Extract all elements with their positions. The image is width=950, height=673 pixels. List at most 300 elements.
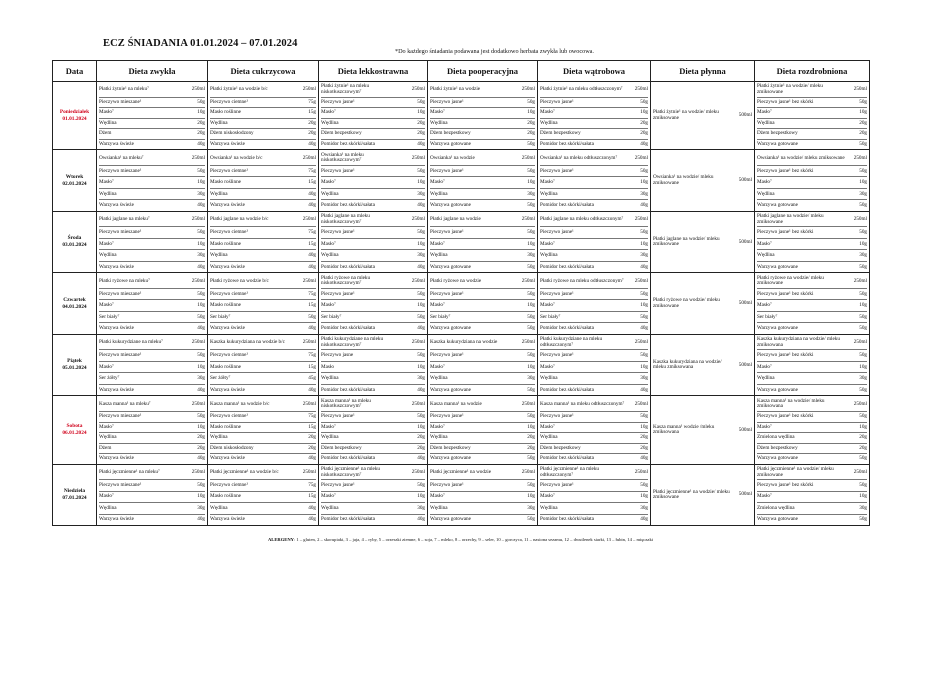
item-quantity: 50g [640,290,648,297]
item-quantity: 40g [308,202,316,209]
menu-item [321,433,425,444]
menu-item [99,503,205,515]
menu-item [757,412,867,423]
item-name: Pieczywo ciemne¹ [210,98,248,105]
item-name: Płatki jęczmienne¹ na mleku niskotłuszczowym⁷ [321,466,381,478]
diet-cell-zwykla [97,150,208,212]
item-quantity: 250ml [634,277,648,284]
item-quantity: 50g [859,325,867,332]
item-quantity: 500ml [738,361,752,368]
diet-cell-cukrzycowa [208,464,319,526]
item-name: Wędlina [321,504,339,511]
day-date: 07.01.2024 [62,495,87,502]
menu-item-list [538,396,650,463]
item-name: Płatki jaglane na wodzie/ mleku zmiksowane [757,213,824,225]
menu-item [99,119,205,130]
menu-item-list [755,150,869,211]
menu-item [210,213,316,228]
item-name: Płatki ryżowe na wodzie/ mleku zmiksowane [757,274,824,287]
menu-item [757,129,867,140]
item-quantity: 50g [640,352,648,359]
menu-item [540,200,648,211]
menu-item [321,108,425,119]
menu-item [321,151,425,166]
item-name: Masło⁷ [540,423,555,430]
item-quantity: 30g [197,190,205,197]
item-quantity: 250ml [191,154,205,161]
item-name: Owsianka¹ na mleku⁷ [99,154,144,161]
item-name: Pieczywo mieszane¹ [99,98,142,105]
item-quantity: 250ml [521,277,535,284]
diet-cell-plynna [651,82,755,150]
item-name: Pieczywo jasne [321,352,354,359]
menu-item [210,336,316,351]
diet-cell-rozdrobniona [755,464,870,526]
item-name: Dżem bezpestkowy [540,444,581,451]
item-name: Pomidor bez skórki/sałata [321,140,375,147]
item-quantity: 10g [640,423,648,430]
item-name: Owsianka¹ na wodzie/ mleku zmiksowane [653,174,714,186]
item-quantity: 50g [527,516,535,523]
item-name: Kasza manna¹ na wodzie b/c [210,400,270,407]
item-quantity: 10g [527,109,535,116]
menu-item [430,289,535,301]
item-name: Masło roślinne [210,423,241,430]
menu-item-list [97,465,207,526]
item-quantity: 20g [859,444,867,451]
menu-item [430,492,535,504]
item-quantity: 50g [640,167,648,174]
item-name: Płatki ryżowe na wodzie b/c [210,277,269,284]
item-name: Dżem niskosłodzony [210,130,254,137]
menu-item [99,480,205,492]
item-name: Masło⁷ [321,240,336,247]
day-cell [53,211,97,273]
item-quantity: 250ml [521,339,535,346]
item-quantity: 50g [527,263,535,270]
menu-item [651,110,754,121]
item-quantity: 50g [527,98,535,105]
menu-item [430,373,535,385]
item-name: Pieczywo mieszane¹ [99,167,142,174]
diet-cell-rozdrobniona [755,273,870,335]
menu-item [210,239,316,251]
item-quantity: 250ml [853,154,867,161]
menu-item [757,480,867,492]
menu-item-list [319,273,427,334]
item-quantity: 10g [197,493,205,500]
item-quantity: 50g [640,413,648,420]
menu-item [321,98,425,109]
item-quantity: 250ml [302,468,316,475]
menu-item [430,177,535,189]
item-quantity: 40g [197,263,205,270]
menu-item [321,515,425,526]
item-quantity: 10g [197,302,205,309]
menu-item [321,189,425,201]
menu-item [210,385,316,396]
menu-item [757,397,867,412]
menu-item [540,423,648,434]
menu-item [430,454,535,464]
item-quantity: 30g [417,375,425,382]
menu-item [540,350,648,362]
menu-item [757,373,867,385]
menu-item-list [755,212,869,273]
item-name: Warzywa świeże [99,386,134,393]
menu-item [651,237,754,248]
item-name: Warzywa świeże [210,202,245,209]
menu-item [99,373,205,385]
item-quantity: 10g [527,363,535,370]
item-quantity: 20g [859,130,867,137]
item-quantity: 10g [527,302,535,309]
menu-item-list [208,335,318,396]
menu-item [430,362,535,374]
menu-item [430,480,535,492]
item-quantity: 10g [640,363,648,370]
item-quantity: 250ml [634,400,648,407]
item-quantity: 50g [417,352,425,359]
day-cell [53,150,97,212]
item-name: Płatki jaglane na wodzie b/c [210,216,269,223]
item-quantity: 50g [197,413,205,420]
item-quantity: 50g [640,313,648,320]
menu-item [430,412,535,423]
item-quantity: 15g [308,493,316,500]
diet-cell-pooperacyjna [428,464,538,526]
item-quantity: 40g [417,386,425,393]
menu-item [540,480,648,492]
item-name: Masło⁷ [99,240,114,247]
item-name: Wędlina [210,434,228,441]
item-name: Płatki jaglane na mleku niskotłuszczowym⁷ [321,213,370,225]
menu-item [321,239,425,251]
diet-cell-watrobowa [538,82,651,150]
day-row [53,334,870,396]
item-quantity: 50g [417,229,425,236]
item-quantity: 250ml [853,468,867,475]
menu-item-list [97,82,207,149]
item-quantity: 40g [308,386,316,393]
menu-item [321,312,425,324]
menu-item-list [755,82,869,149]
item-name: Warzywa świeże [99,202,134,209]
item-quantity: 40g [197,516,205,523]
menu-item [99,323,205,334]
menu-item-list [428,273,537,334]
menu-item [99,289,205,301]
menu-item [99,385,205,396]
menu-body [53,82,870,526]
menu-item [430,312,535,324]
menu-item [430,151,535,166]
item-name: Masło roślinne [210,240,241,247]
day-row [53,464,870,526]
item-name: Dżem bezpestkowy [757,444,798,451]
item-quantity: 40g [417,516,425,523]
header-row [53,61,870,82]
item-name: Pieczywo ciemne¹ [210,290,248,297]
diet-cell-lekkostrawna [319,334,428,396]
item-name: Pieczywo jasne¹ bez skórki [757,352,814,359]
menu-item [99,227,205,239]
item-name: Wędlina [430,252,448,259]
item-quantity: 30g [640,504,648,511]
diet-cell-rozdrobniona [755,211,870,273]
menu-item [540,412,648,423]
menu-item [99,250,205,262]
item-quantity: 10g [527,493,535,500]
menu-item [321,166,425,178]
item-quantity: 50g [197,290,205,297]
menu-item-list [319,150,427,211]
item-name: Pieczywo jasne¹ bez skórki [757,167,814,174]
item-quantity: 40g [308,140,316,147]
item-quantity: 40g [640,202,648,209]
menu-item [99,83,205,98]
item-name: Pieczywo jasne¹ [430,229,464,236]
menu-item [321,289,425,301]
item-quantity: 250ml [302,339,316,346]
item-name: Ser biały⁷ [321,313,342,320]
item-name: Masło⁷ [430,423,445,430]
item-name: Warzywa świeże [99,516,134,523]
item-name: Wędlina [540,190,558,197]
item-name: Ser biały⁷ [540,313,561,320]
menu-item [430,423,535,434]
menu-item [540,373,648,385]
item-name: Owsianka¹ na wodzie b/c [210,154,263,161]
menu-item [540,503,648,515]
item-quantity: 250ml [302,86,316,93]
diet-cell-zwykla [97,464,208,526]
item-quantity: 250ml [521,154,535,161]
menu-item [99,140,205,150]
item-quantity: 250ml [411,400,425,407]
diet-cell-watrobowa [538,396,651,464]
menu-item-list [538,465,650,526]
day-row [53,82,870,150]
menu-item [99,492,205,504]
item-quantity: 20g [640,130,648,137]
item-name: Warzywa świeże [99,325,134,332]
menu-item [757,350,867,362]
menu-item [757,239,867,251]
item-quantity: 20g [527,119,535,126]
item-name: Masło⁷ [99,109,114,116]
item-name: Wędlina [430,375,448,382]
item-name: Dżem bezpestkowy [321,444,362,451]
diet-cell-rozdrobniona [755,150,870,212]
item-quantity: 50g [859,290,867,297]
item-name: Masło⁷ [430,493,445,500]
item-quantity: 250ml [521,400,535,407]
day-name: Piątek [67,358,82,365]
item-quantity: 20g [308,434,316,441]
day-name: Wtorek [65,173,84,180]
menu-item [210,262,316,273]
item-quantity: 250ml [302,400,316,407]
menu-item [99,362,205,374]
item-name: Masło⁷ [757,363,772,370]
menu-item [321,503,425,515]
menu-item [210,323,316,334]
item-quantity: 50g [527,455,535,462]
item-quantity: 10g [640,493,648,500]
item-quantity: 40g [640,516,648,523]
item-name: Pieczywo mieszane¹ [99,352,142,359]
item-name: Wędlina [99,252,117,259]
item-quantity: 15g [308,302,316,309]
item-name: Warzywa świeże [210,325,245,332]
item-name: Masło⁷ [321,423,336,430]
item-quantity: 50g [527,140,535,147]
item-quantity: 10g [197,109,205,116]
item-quantity: 50g [417,98,425,105]
item-quantity: 20g [417,119,425,126]
item-name: Pieczywo jasne¹ [540,98,574,105]
item-name: Płatki jęczmienne¹ na wodzie/ mleku zmiksowane [757,466,834,478]
item-quantity: 20g [527,444,535,451]
menu-item [430,323,535,334]
item-name: Płatki żytnie¹ na wodzie/ mleku zmiksowane [653,109,719,121]
item-quantity: 30g [527,190,535,197]
menu-item [540,108,648,119]
item-name: Pomidor bez skórki/sałata [321,455,375,462]
item-name: Pieczywo ciemne¹ [210,229,248,236]
item-name: Warzywa gotowane [757,386,798,393]
menu-item [540,166,648,178]
menu-item [99,454,205,464]
item-name: Masło roślinne [210,179,241,186]
item-name: Wędlina [321,190,339,197]
item-quantity: 50g [859,455,867,462]
item-quantity: 250ml [302,154,316,161]
item-name: Pieczywo jasne¹ [430,352,464,359]
menu-item [321,200,425,211]
item-quantity: 250ml [191,339,205,346]
item-quantity: 10g [527,179,535,186]
item-quantity: 10g [417,363,425,370]
item-name: Pomidor bez skórki/sałata [540,202,594,209]
item-name: Warzywa świeże [99,263,134,270]
menu-item [430,385,535,396]
item-quantity: 50g [640,229,648,236]
item-quantity: 40g [308,455,316,462]
item-quantity: 250ml [411,154,425,161]
menu-item [321,213,425,228]
diet-cell-pooperacyjna [428,150,538,212]
item-name: Wędlina [210,119,228,126]
item-quantity: 40g [308,263,316,270]
item-quantity: 20g [527,434,535,441]
item-name: Wędlina [430,119,448,126]
item-quantity: 250ml [521,468,535,475]
item-name: Wędlina [99,119,117,126]
item-quantity: 10g [859,302,867,309]
item-name: Ser żółty⁷ [210,375,231,382]
item-quantity: 20g [197,130,205,137]
menu-item-list [755,335,869,396]
item-name: Płatki żytnie¹ na mleku⁷ [99,86,149,93]
day-row [53,150,870,212]
item-name: Wędlina [430,190,448,197]
item-name: Warzywa świeże [210,140,245,147]
item-quantity: 250ml [634,468,648,475]
day-date: 06.01.2024 [62,430,87,437]
item-name: Masło⁷ [757,302,772,309]
item-name: Pomidor bez skórki/sałata [540,140,594,147]
menu-item [321,140,425,150]
item-name: Pieczywo jasne¹ bez skórki [757,481,814,488]
menu-item [430,108,535,119]
menu-item-list [755,396,869,463]
menu-item [540,98,648,109]
diet-cell-cukrzycowa [208,396,319,464]
item-quantity: 500ml [738,112,752,119]
item-name: Wędlina [540,119,558,126]
item-quantity: 45g [308,375,316,382]
item-name: Kasza manna¹ na mleku odtłuszczonym⁷ [540,400,625,407]
item-quantity: 40g [417,263,425,270]
diet-cell-plynna [651,334,755,396]
item-name: Masło⁷ [99,493,114,500]
menu-item [99,108,205,119]
item-name: Pomidor bez skórki/sałata [321,263,375,270]
item-quantity: 50g [859,229,867,236]
item-quantity: 50g [417,290,425,297]
item-name: Płatki jęczmienne¹ na wodzie b/c [210,468,279,475]
header-dieta-zwykla: Dieta zwykła [97,61,208,82]
menu-item [757,323,867,334]
menu-item-list [319,396,427,463]
item-name: Dżem bezpestkowy [540,130,581,137]
item-name: Masło roślinne [210,302,241,309]
day-row [53,396,870,464]
item-name: Płatki jaglane na mleku⁷ [99,216,150,223]
day-date: 04.01.2024 [62,303,87,310]
day-row [53,211,870,273]
menu-item [651,360,754,371]
diet-cell-lekkostrawna [319,464,428,526]
day-cell [53,464,97,526]
item-name: Warzywa świeże [99,455,134,462]
item-quantity: 50g [527,325,535,332]
item-name: Wędlina [321,252,339,259]
item-name: Owsianka¹ na mleku niskotłuszczowym⁷ [321,151,364,164]
item-quantity: 40g [640,386,648,393]
menu-item-list [97,335,207,396]
day-name: Poniedziałek [59,108,90,115]
menu-item [210,373,316,385]
item-name: Pieczywo jasne¹ [540,229,574,236]
item-quantity: 250ml [191,468,205,475]
item-quantity: 75g [308,229,316,236]
allergens-list: : 1 – gluten, 2 – skorupiaki, 3 – jaja, 4 – ryby, 5 – orzeszki ziemne, 6 – soja, 7 – mleko, 8 – orzechy, 9 – seler, 10 – gorczyca, 11 – nasiona sezamu, 12 – dwutlenek siarki, 13 – łubin, 14 – mięczaki [293,537,654,542]
menu-item [321,274,425,289]
item-name: Kaszka kukurydziana na wodzie [430,339,498,346]
item-name: Masło⁷ [757,179,772,186]
item-name: Wędlina [430,434,448,441]
item-name: Płatki ryżowe na mleku niskotłuszczowym⁷ [321,274,371,287]
item-quantity: 50g [527,481,535,488]
item-name: Ser biały⁷ [757,313,778,320]
item-name: Wędlina [321,434,339,441]
item-quantity: 30g [859,190,867,197]
item-name: Pieczywo jasne¹ bez skórki [757,290,814,297]
menu-item [430,119,535,130]
